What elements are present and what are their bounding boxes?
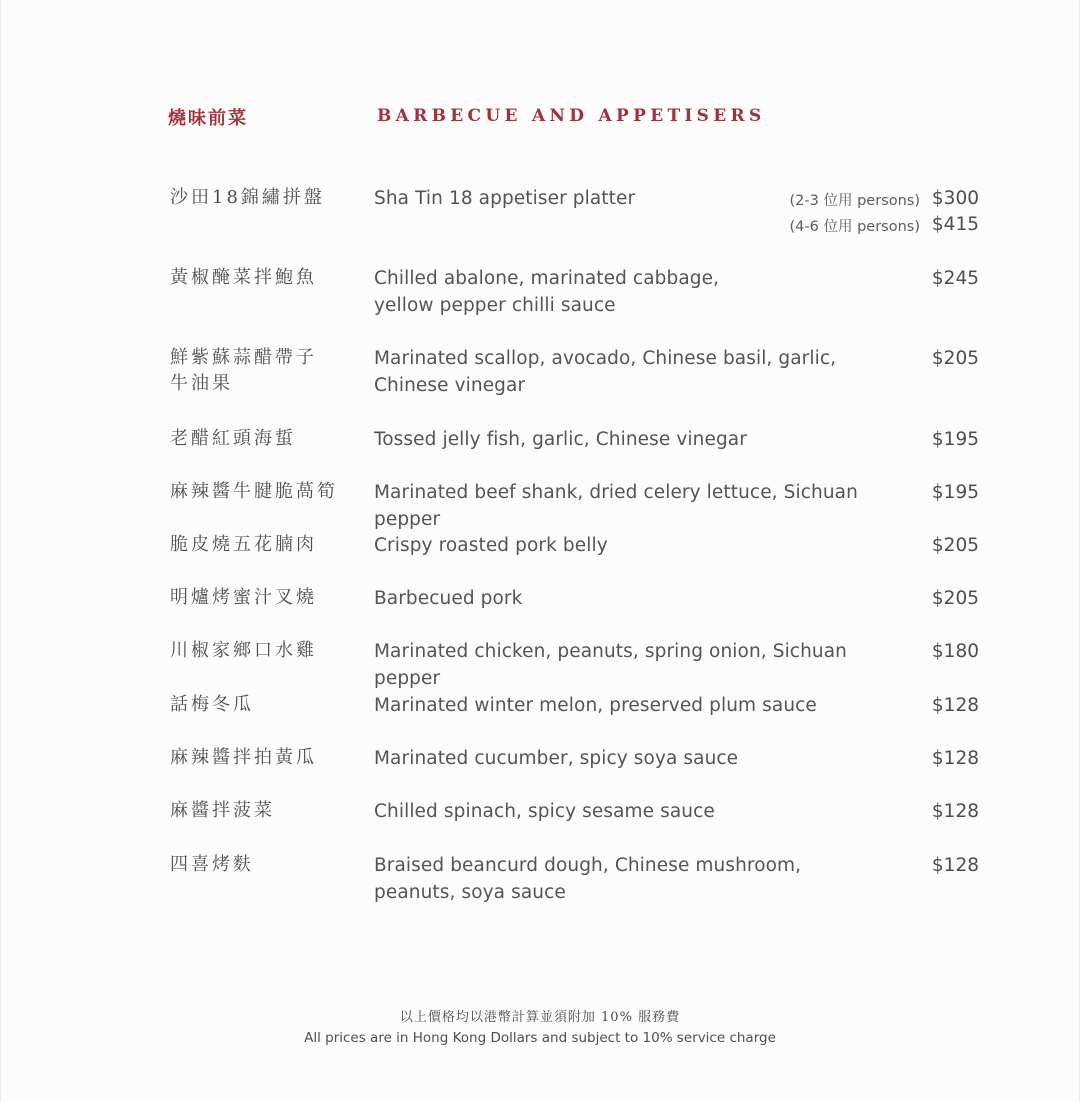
menu-item-description-line: peanuts, soya sauce <box>374 882 566 903</box>
section-header <box>0 104 1080 134</box>
menu-item-name-zh: 麻醬拌菠菜 <box>170 800 275 821</box>
menu-item-description: Sha Tin 18 appetiser platter <box>374 188 636 209</box>
menu-item-price: $180 <box>931 641 979 662</box>
menu-item-description-line: Chinese vinegar <box>374 375 526 396</box>
footer-note-en: All prices are in Hong Kong Dollars and subject to 10% service charge <box>304 1030 776 1046</box>
menu-item-name-zh: 川椒家鄉口水雞 <box>170 640 317 661</box>
menu-item-description: Barbecued pork <box>374 588 523 609</box>
menu-item-price: $415 <box>931 214 979 235</box>
menu-item-name-zh-line: 牛油果 <box>170 373 233 394</box>
menu-item-description: Marinated cucumber, spicy soya sauce <box>374 748 739 769</box>
menu-item-description <box>374 265 914 319</box>
menu-item-name-zh: 脆皮燒五花腩肉 <box>170 534 317 555</box>
menu-item-description: Tossed jelly fish, garlic, Chinese vinegar <box>374 429 747 450</box>
menu-item-size-option <box>0 211 1080 237</box>
menu-item-size-option <box>0 185 1080 211</box>
menu-item-description <box>374 345 914 399</box>
menu-item-price: $128 <box>931 748 979 769</box>
menu-item-description: Marinated winter melon, preserved plum sauce <box>374 695 817 716</box>
menu-item-name-zh: 四喜烤麩 <box>170 854 254 875</box>
menu-item-price: $205 <box>931 535 979 556</box>
menu-item-description <box>374 852 914 906</box>
menu-item-description-line: Braised beancurd dough, Chinese mushroom, <box>374 855 802 876</box>
menu-item-name-zh: 麻辣醬拌拍黃瓜 <box>170 747 317 768</box>
menu-item-portion: (4-6 位用 persons) <box>789 219 920 235</box>
menu-item-price: $245 <box>931 268 979 289</box>
menu-item-description-line: yellow pepper chilli sauce <box>374 295 616 316</box>
menu-item-price: $300 <box>931 188 979 209</box>
footer-note <box>0 1008 1080 1048</box>
menu-item-sizes <box>0 185 1080 237</box>
menu-item-name-zh: 老醋紅頭海蜇 <box>170 428 296 449</box>
menu-item-price: $205 <box>931 348 979 369</box>
menu-item-price: $128 <box>931 695 979 716</box>
menu-item-description: Marinated beef shank, dried celery lettuce, Sichuan pepper <box>374 482 858 530</box>
menu-item-name-zh: 明爐烤蜜汁叉燒 <box>170 587 317 608</box>
menu-item-description-line: Chilled abalone, marinated cabbage, <box>374 268 720 289</box>
section-title-zh: 燒味前菜 <box>168 108 248 129</box>
menu-item-price: $195 <box>931 429 979 450</box>
menu-item-price: $128 <box>931 801 979 822</box>
page-border-left <box>0 0 1 1102</box>
footer-note-zh: 以上價格均以港幣計算並須附加 10% 服務費 <box>399 1010 681 1025</box>
menu-item-description: Crispy roasted pork belly <box>374 535 608 556</box>
menu-item-price: $195 <box>931 482 979 503</box>
menu-item-price: $128 <box>931 855 979 876</box>
menu-item-name-zh: 麻辣醬牛腱脆萵筍 <box>170 481 338 502</box>
menu-item-description: Marinated chicken, peanuts, spring onion, Sichuan pepper <box>374 641 847 689</box>
menu-item-name-zh-line: 鮮紫蘇蒜醋帶子 <box>170 347 317 368</box>
menu-item-price: $205 <box>931 588 979 609</box>
menu-item-name-zh: 沙田18錦繡拼盤 <box>170 187 325 208</box>
menu-item-name-zh: 話梅冬瓜 <box>170 694 254 715</box>
menu-item-description-line: Marinated scallop, avocado, Chinese basil, garlic, <box>374 348 837 369</box>
menu-item-portion: (2-3 位用 persons) <box>789 193 920 209</box>
menu-item-name-zh <box>170 345 350 397</box>
menu-item-description: Chilled spinach, spicy sesame sauce <box>374 801 715 822</box>
section-title-en: BARBECUE AND APPETISERS <box>377 106 766 126</box>
menu-item-name-zh: 黃椒醃菜拌鮑魚 <box>170 267 317 288</box>
